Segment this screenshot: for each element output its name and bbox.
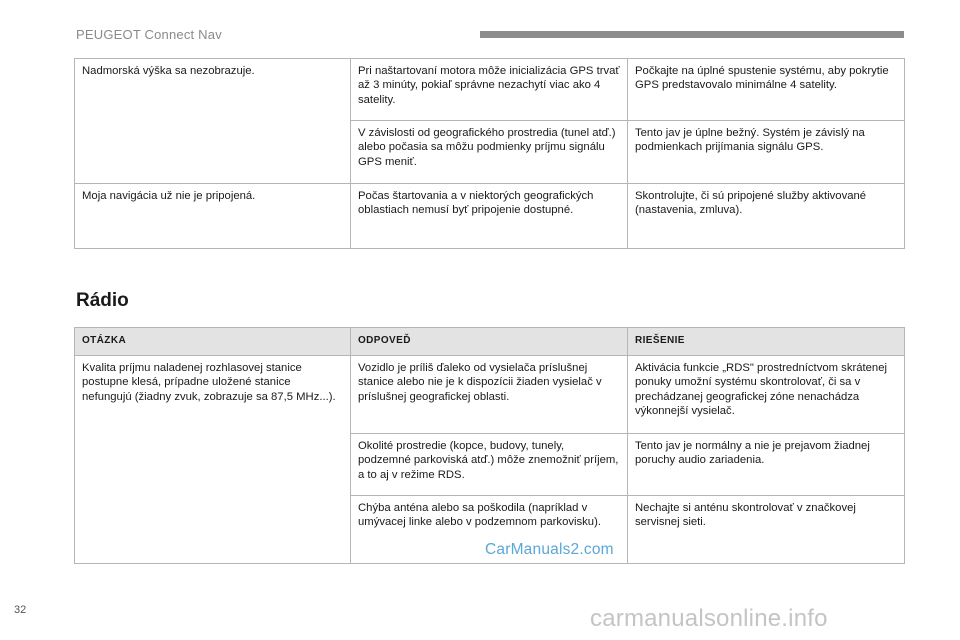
cause-cell: Okolité prostredie (kopce, budovy, tunely, podzemné parkoviská atď.) môže znemožniť príjem, a to aj v režime RDS.	[351, 434, 628, 496]
cause-cell: V závislosti od geografického prostredia (tunel atď.) alebo počasia sa môžu podmienky príjmu signálu GPS meniť.	[351, 121, 628, 184]
gps-troubleshooting-table	[74, 58, 905, 249]
watermark-carmanualsonline: carmanualsonline.info	[590, 605, 828, 632]
cause-cell: Pri naštartovaní motora môže inicializácia GPS trvať až 3 minúty, pokiaľ správne nezachytí viac ako 4 satelity.	[351, 59, 628, 121]
table-header-row	[75, 328, 905, 356]
cause-cell: Chýba anténa alebo sa poškodila (napríklad v umývacej linke alebo v podzemnom parkovisku).	[351, 496, 628, 564]
solution-cell: Skontrolujte, či sú pripojené služby aktivované (nastavenia, zmluva).	[628, 184, 905, 249]
solution-cell: Nechajte si anténu skontrolovať v značkovej servisnej sieti.	[628, 496, 905, 564]
question-cell: Moja navigácia už nie je pripojená.	[75, 184, 351, 249]
section-title: Rádio	[76, 290, 129, 311]
radio-troubleshooting-table	[74, 327, 905, 564]
table-row	[75, 59, 905, 121]
solution-cell: Tento jav je normálny a nie je prejavom žiadnej poruchy audio zariadenia.	[628, 434, 905, 496]
question-cell: Kvalita príjmu naladenej rozhlasovej stanice postupne klesá, prípadne uložené stanice nefungujú (žiadny zvuk, zobrazuje sa 87,5 MHz...).	[75, 356, 351, 564]
header-title: PEUGEOT Connect Nav	[76, 27, 222, 42]
cause-cell: Vozidlo je príliš ďaleko od vysielača príslušnej stanice alebo nie je k dispozícii žiaden vysielač v príslušnej geografickej oblasti.	[351, 356, 628, 434]
solution-cell: Tento jav je úplne bežný. Systém je závislý na podmienkach prijímania signálu GPS.	[628, 121, 905, 184]
column-header-answer: ODPOVEĎ	[351, 328, 628, 356]
cause-cell: Počas štartovania a v niektorých geografických oblastiach nemusí byť pripojenie dostupné.	[351, 184, 628, 249]
header-bar	[480, 31, 904, 38]
page-number: 32	[14, 604, 27, 616]
table-row	[75, 356, 905, 434]
question-cell: Nadmorská výška sa nezobrazuje.	[75, 59, 351, 184]
solution-cell: Aktivácia funkcie „RDS" prostredníctvom skrátenej ponuky umožní systému skontrolovať, či sa v prechádzanej geografickej zóne nenachádza výkonnejší vysielač.	[628, 356, 905, 434]
column-header-question: OTÁZKA	[75, 328, 351, 356]
solution-cell: Počkajte na úplné spustenie systému, aby pokrytie GPS predstavovalo minimálne 4 satelity.	[628, 59, 905, 121]
column-header-solution: RIEŠENIE	[628, 328, 905, 356]
watermark-carmanuals2: CarManuals2.com	[485, 541, 614, 558]
table-row	[75, 184, 905, 249]
